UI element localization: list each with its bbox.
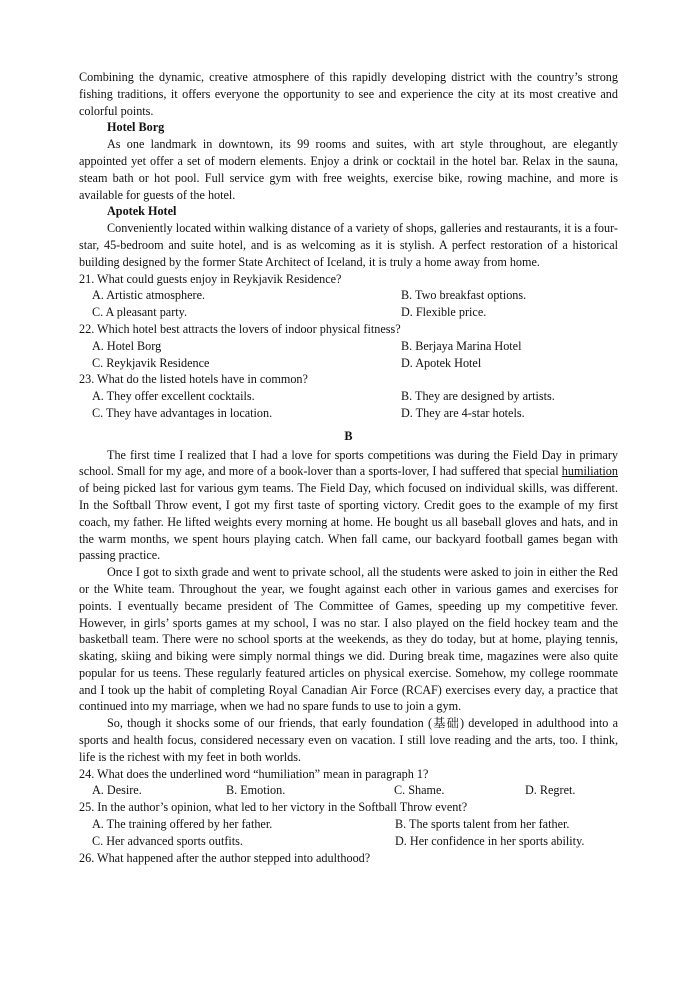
option-b: B. Emotion. [226, 783, 286, 798]
apotek-hotel-heading: Apotek Hotel [107, 204, 177, 219]
option-a: A. Hotel Borg [92, 338, 162, 353]
question-text: 24. What does the underlined word “humiliation” mean in paragraph 1? [79, 766, 429, 781]
option-c: C. They have advantages in location. [92, 405, 273, 420]
paragraph-1-start: The first time I realized that I had a love for sports competitions was during the Field Day in primary school. Small for my age, and more of a book-lover than a sports-lover, I had suffered that special [79, 447, 618, 479]
question-text: 23. What do the listed hotels have in common? [79, 372, 308, 387]
option-d: D. Apotek Hotel [401, 355, 482, 370]
option-d: D. Flexible price. [401, 305, 487, 320]
option-a: A. The training offered by her father. [92, 817, 273, 832]
section-b-paragraph-3: So, though it shocks some of our friends, that early foundation (基础) developed in adulthood into a sports and health focus, considered necessary even on vacation. I still love reading and the arts, too. I think, life is the richest with my feet in both worlds. [79, 716, 618, 764]
option-a: A. Artistic atmosphere. [92, 288, 206, 303]
question-25 [79, 799, 618, 849]
question-21 [79, 271, 618, 321]
option-c: C. A pleasant party. [92, 305, 187, 320]
section-b-paragraph-2: Once I got to sixth grade and went to private school, all the students were asked to join in either the Red or the White team. Throughout the year, we fought against each other in various games and exercises for points. I eventually became president of The Committee of Games, speeding up my competitive fever. However, in girls’ sports games at my school, I was no star. I also played on the field hockey team and the basketball team. There were no school sports at the weekends, as they do today, but at home, playing tennis, skating, skiing and biking were simply normal things we did. During break time, magazines were also quite popular for us teens. These regularly featured articles on physical exercise. Somehow, my college roommate and I took up the habit of completing Royal Canadian Air Force (RCAF) exercises every day, a practice that continued into my marriage, when we had no spare funds to use to join a gym. [79, 565, 618, 714]
option-b: B. Two breakfast options. [401, 288, 527, 303]
option-c: C. Reykjavik Residence [92, 355, 210, 370]
apotek-hotel-text: Conveniently located within walking distance of a variety of shops, galleries and restaurants, it is a four-star, 45-bedroom and suite hotel, and is as welcoming as it is stylish. A perfect restoration of a historical building designed by the former State Architect of Iceland, it is truly a home away from home. [79, 221, 618, 269]
question-23 [79, 371, 618, 421]
underlined-word-humiliation: humiliation [561, 464, 618, 479]
section-b-paragraph-1 [79, 447, 618, 565]
exam-page [79, 69, 618, 866]
question-26 [79, 850, 618, 867]
question-24 [79, 766, 618, 800]
option-c: C. Her advanced sports outfits. [92, 833, 243, 848]
hotel-borg-heading: Hotel Borg [107, 120, 165, 135]
option-b: B. Berjaya Marina Hotel [401, 338, 522, 353]
option-c: C. Shame. [394, 783, 445, 798]
question-22 [79, 321, 618, 371]
section-a-intro: Combining the dynamic, creative atmosphere of this rapidly developing district with the country’s strong fishing traditions, it offers everyone the opportunity to see and experience the city at its most creative and colorful points. [79, 70, 618, 118]
hotel-borg-text: As one landmark in downtown, its 99 rooms and suites, with art style throughout, are elegantly appointed yet offer a set of modern elements. Enjoy a drink or cocktail in the hotel bar. Relax in the sauna, steam bath or hot pool. Full service gym with free weights, exercise bike, rowing machine, and more is available for guests of the hotel. [79, 137, 618, 202]
option-d: D. Regret. [525, 783, 576, 798]
question-text: 26. What happened after the author stepped into adulthood? [79, 850, 371, 865]
option-d: D. They are 4-star hotels. [401, 405, 525, 420]
question-text: 22. Which hotel best attracts the lovers of indoor physical fitness? [79, 321, 401, 336]
paragraph-1-end: of being picked last for various gym teams. The Field Day, which focused on individual skills, was different. In the Softball Throw event, I got my first taste of sporting victory. Credit goes to the example of my first coach, my father. He lifted weights every morning at home. He bought us all baseball gloves and hats, and in the warm months, we spent hours playing catch. When fall came, our backyard football games began with passing practice. [79, 481, 618, 563]
option-a: A. Desire. [92, 783, 142, 798]
section-b-label: B [344, 428, 353, 443]
option-b: B. They are designed by artists. [401, 389, 555, 404]
option-b: B. The sports talent from her father. [395, 817, 570, 832]
option-d: D. Her confidence in her sports ability. [395, 833, 585, 848]
question-text: 21. What could guests enjoy in Reykjavik Residence? [79, 271, 342, 286]
question-text: 25. In the author’s opinion, what led to her victory in the Softball Throw event? [79, 800, 468, 815]
option-a: A. They offer excellent cocktails. [92, 389, 255, 404]
